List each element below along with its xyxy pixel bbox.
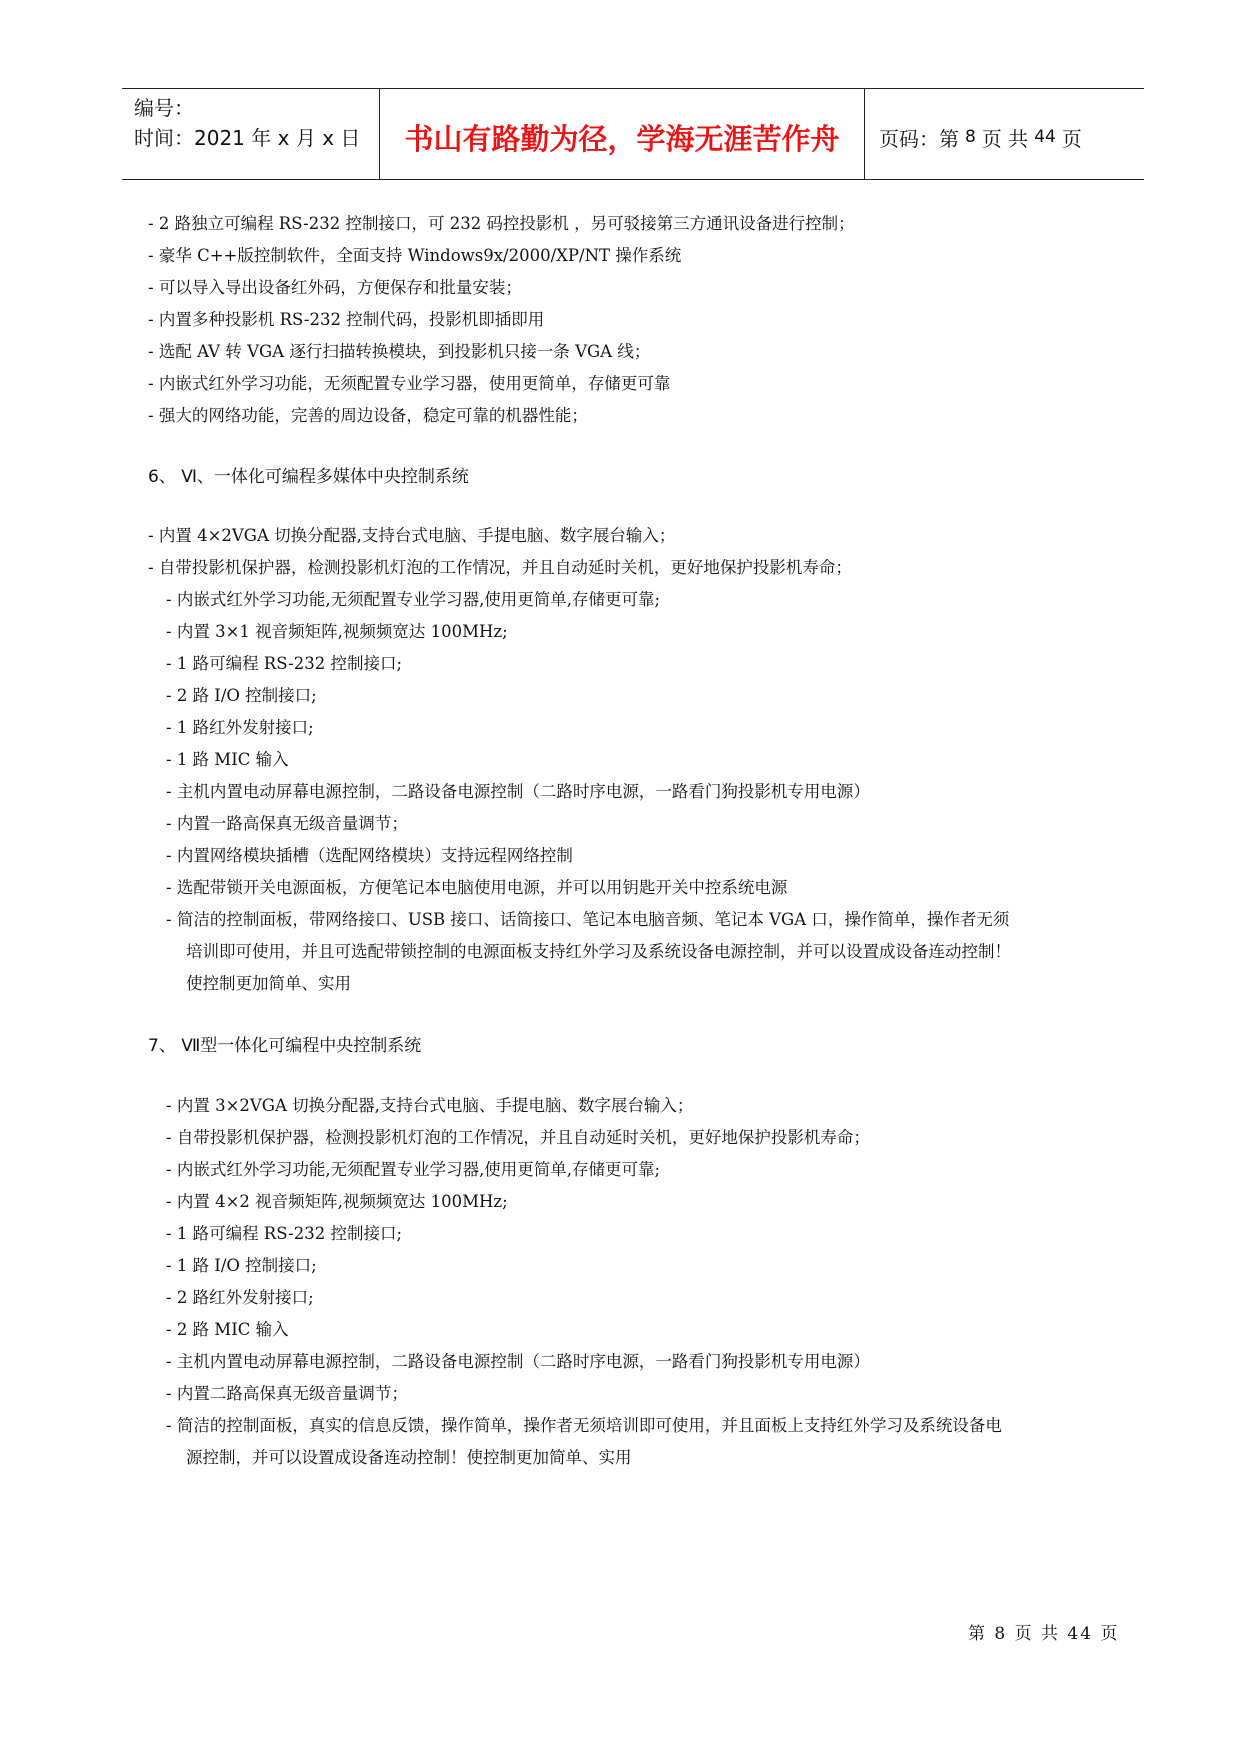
list-item: - 内嵌式红外学习功能,无须配置专业学习器,使用更简单,存储更可靠; — [166, 590, 661, 609]
list-item: - 1 路 MIC 输入 — [166, 750, 289, 769]
list-item: - 内嵌式红外学习功能,无须配置专业学习器,使用更简单,存储更可靠; — [166, 1160, 661, 1179]
list-item: - 2 路 MIC 输入 — [166, 1320, 289, 1339]
document-date: 时间：2021 年 x 月 x 日 — [134, 126, 361, 150]
header-page-number: 页码：第 8 页 共 44 页 — [879, 126, 1082, 151]
list-item: - 1 路红外发射接口; — [166, 718, 314, 737]
list-item: - 内置 4×2 视音频矩阵,视频频宽达 100MHz; — [166, 1192, 508, 1211]
list-item: - 主机内置电动屏幕电源控制，二路设备电源控制（二路时序电源，一路看门狗投影机专用电源） — [166, 1352, 870, 1371]
header-motto: 书山有路勤为径，学海无涯苦作舟 — [380, 89, 865, 179]
document-number: 编号： — [134, 96, 194, 120]
list-item: - 简洁的控制面板，带网络接口、USB 接口、话筒接口、笔记本电脑音频、笔记本 VGA 口，操作简单，操作者无须 — [166, 910, 1010, 929]
list-item: - 内置网络模块插槽（选配网络模块）支持远程网络控制 — [166, 846, 573, 865]
list-item: - 2 路红外发射接口; — [166, 1288, 314, 1307]
list-item: - 内置 3×1 视音频矩阵,视频频宽达 100MHz; — [166, 622, 508, 641]
list-item: - 1 路 I/O 控制接口; — [166, 1256, 317, 1275]
section-heading: 7、 Ⅶ型一体化可编程中央控制系统 — [148, 1036, 422, 1056]
list-item: - 选配带锁开关电源面板，方便笔记本电脑使用电源，并可以用钥匙开关中控系统电源 — [166, 878, 788, 897]
header-meta — [122, 89, 380, 179]
list-item: - 强大的网络功能，完善的周边设备，稳定可靠的机器性能； — [148, 406, 588, 425]
list-item: - 可以导入导出设备红外码，方便保存和批量安装； — [148, 278, 522, 297]
list-item: - 自带投影机保护器，检测投影机灯泡的工作情况，并且自动延时关机，更好地保护投影机寿命； — [148, 558, 852, 577]
list-item-continuation: 培训即可使用，并且可选配带锁控制的电源面板支持红外学习及系统设备电源控制，并可以设置成设备连动控制！ — [186, 942, 1011, 961]
list-item: - 内嵌式红外学习功能，无须配置专业学习器，使用更简单，存储更可靠 — [148, 374, 671, 393]
list-item: - 2 路 I/O 控制接口; — [166, 686, 317, 705]
list-item: - 内置 4×2VGA 切换分配器,支持台式电脑、手提电脑、数字展台输入； — [148, 526, 676, 545]
list-item: - 内置多种投影机 RS-232 控制代码，投影机即插即用 — [148, 310, 545, 329]
list-item: - 内置 3×2VGA 切换分配器,支持台式电脑、手提电脑、数字展台输入； — [166, 1096, 694, 1115]
list-item: - 简洁的控制面板，真实的信息反馈，操作简单，操作者无须培训即可使用，并且面板上支持红外学习及系统设备电 — [166, 1416, 1002, 1435]
list-item: - 自带投影机保护器，检测投影机灯泡的工作情况，并且自动延时关机，更好地保护投影机寿命； — [166, 1128, 870, 1147]
list-item: - 选配 AV 转 VGA 逐行扫描转换模块，到投影机只接一条 VGA 线； — [148, 342, 651, 361]
list-item-continuation: 源控制，并可以设置成设备连动控制！使控制更加简单、实用 — [186, 1448, 632, 1467]
list-item: - 豪华 C++版控制软件，全面支持 Windows9x/2000/XP/NT 操作系统 — [148, 246, 682, 265]
list-item: - 1 路可编程 RS-232 控制接口; — [166, 654, 403, 673]
list-item: - 2 路独立可编程 RS-232 控制接口，可 232 码控投影机 ，另可驳接第三方通讯设备进行控制； — [148, 214, 855, 233]
list-item: - 内置一路高保真无级音量调节； — [166, 814, 408, 833]
list-item: - 内置二路高保真无级音量调节； — [166, 1384, 408, 1403]
page-header — [122, 88, 1144, 180]
section-heading: 6、 Ⅵ、一体化可编程多媒体中央控制系统 — [148, 467, 469, 487]
list-item: - 1 路可编程 RS-232 控制接口; — [166, 1224, 403, 1243]
page-footer: 第 8 页 共 44 页 — [968, 1624, 1120, 1644]
list-item: - 主机内置电动屏幕电源控制，二路设备电源控制（二路时序电源，一路看门狗投影机专用电源） — [166, 782, 870, 801]
list-item-continuation: 使控制更加简单、实用 — [186, 974, 351, 993]
